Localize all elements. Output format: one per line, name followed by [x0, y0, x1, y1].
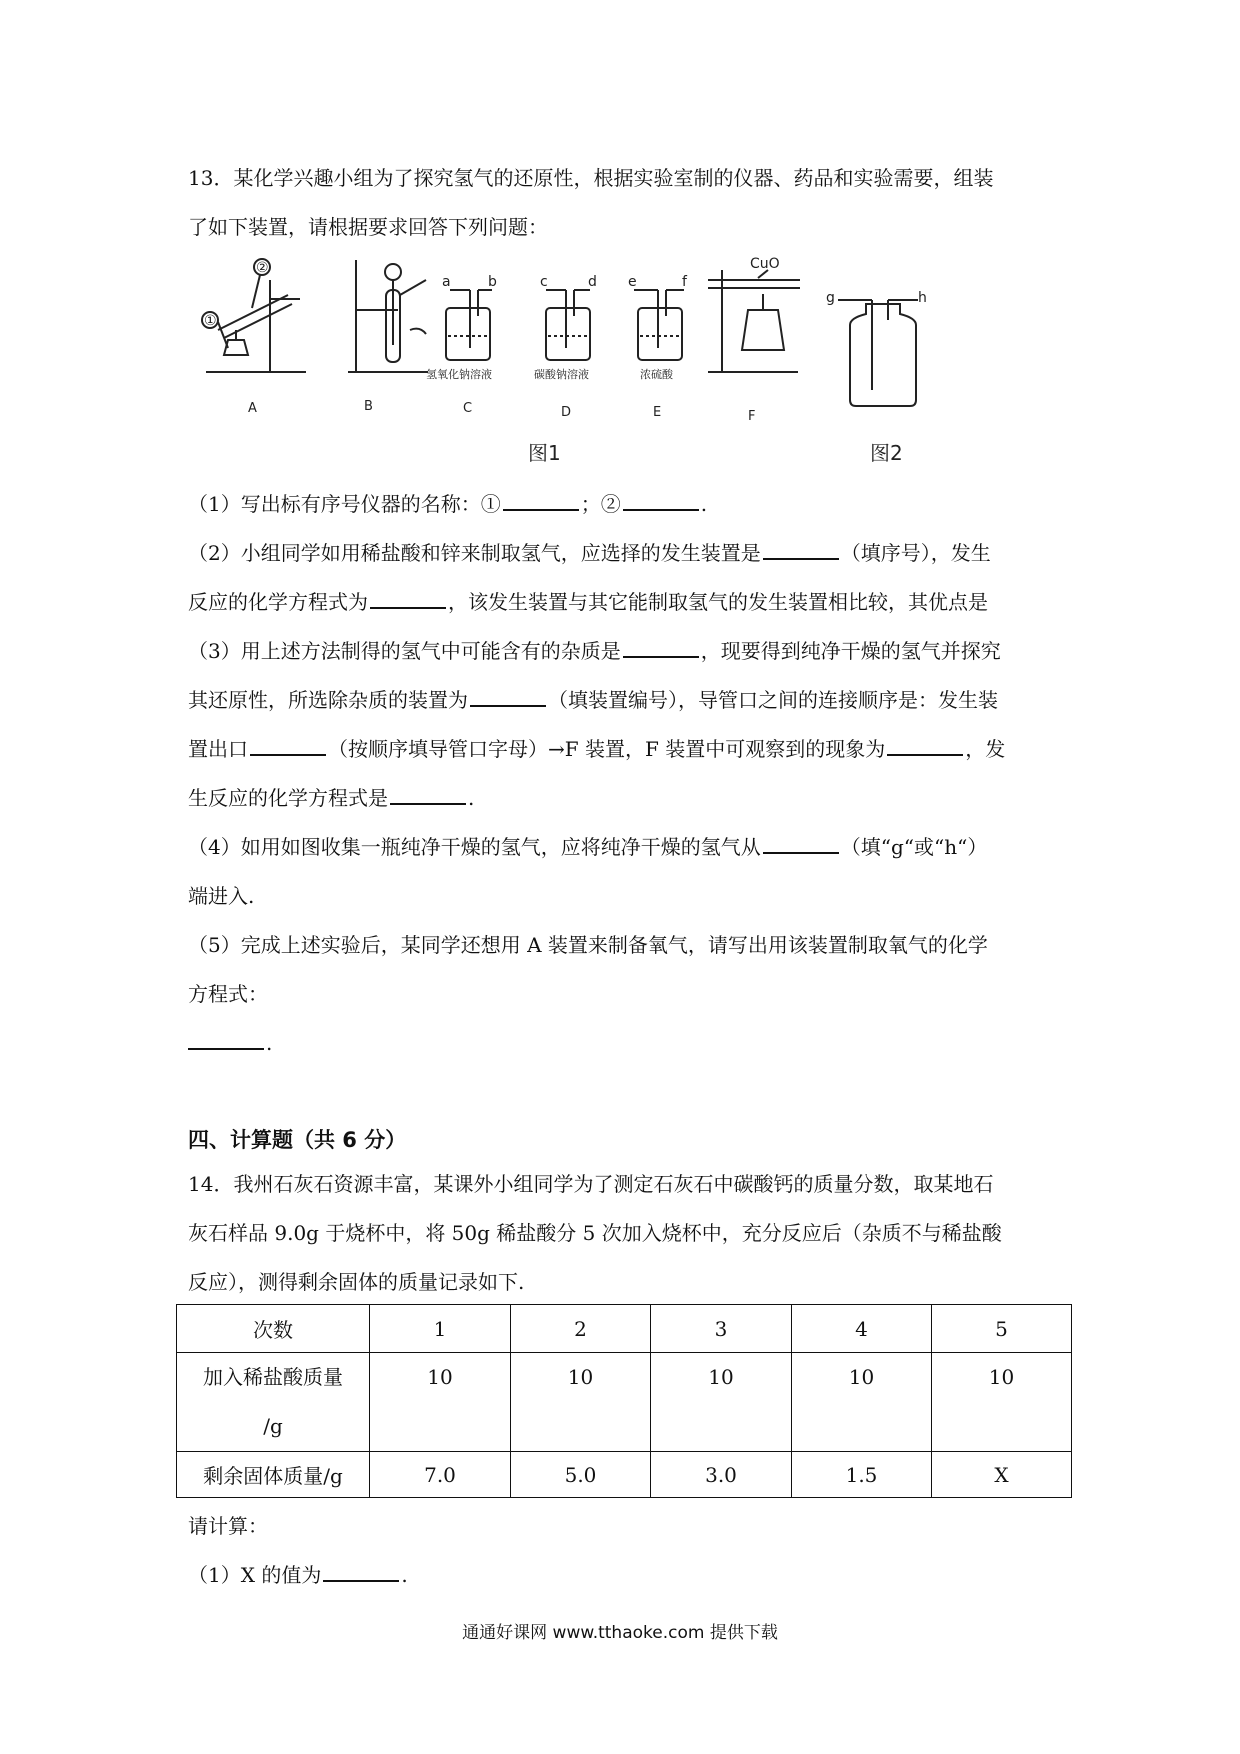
port-d: d	[588, 274, 597, 290]
q13-part5-line3: .	[188, 1019, 1058, 1068]
q14-line2: 灰石样品 9.0g 于烧杯中，将 50g 稀盐酸分 5 次加入烧杯中，充分反应后（杂质不与稀盐酸	[188, 1221, 1002, 1245]
q14-part1: （1）X 的值为 .	[188, 1551, 1058, 1600]
results-table	[176, 1304, 1072, 1498]
q14-ask	[188, 1502, 1058, 1600]
q13-part5-line1: （5）完成上述实验后，某同学还想用 A 装置来制备氧气，请写出用该装置制取氧气的化学	[188, 933, 988, 957]
q14-line1: 14．我州石灰石资源丰富，某课外小组同学为了测定石灰石中碳酸钙的质量分数，取某地石	[188, 1172, 994, 1196]
q13-part3-line4: 生反应的化学方程式是 .	[188, 774, 1058, 823]
q13-intro	[188, 154, 1058, 252]
answer-blank[interactable]	[390, 783, 466, 805]
fig1-caption: 图1	[528, 441, 561, 465]
label-a: A	[248, 401, 257, 416]
apparatus-b	[348, 260, 428, 372]
apparatus-figure	[188, 250, 1018, 470]
table-row: 次数 1 2 3 4 5	[177, 1305, 1072, 1353]
answer-blank[interactable]	[763, 538, 839, 560]
label-f: F	[748, 409, 756, 424]
q13-part3-line1: （3）用上述方法制得的氢气中可能含有的杂质是 ，现要得到纯净干燥的氢气并探究	[188, 627, 1058, 676]
answer-blank[interactable]	[370, 587, 446, 609]
port-h: h	[918, 290, 927, 306]
port-f: f	[682, 274, 687, 290]
q13-part4-line2: 端进入.	[188, 884, 255, 908]
page-footer: 通通好课网 www.tthaoke.com 提供下载	[462, 1623, 778, 1643]
port-b: b	[488, 274, 497, 290]
q14-line3: 反应），测得剩余固体的质量记录如下.	[188, 1270, 525, 1294]
reagent-c: 氢氧化钠溶液	[426, 368, 492, 381]
answer-blank[interactable]	[503, 489, 579, 511]
apparatus-d	[546, 290, 590, 360]
answer-blank[interactable]	[623, 489, 699, 511]
label-c: C	[463, 401, 473, 416]
q13-part2-line1: （2）小组同学如用稀盐酸和锌来制取氢气，应选择的发生装置是 （填序号），发生	[188, 529, 1058, 578]
q14-text	[188, 1160, 1058, 1307]
answer-blank[interactable]	[887, 734, 963, 756]
q13-part3-line3: 置出口 （按顺序填导管口字母）→F 装置，F 装置中可观察到的现象为 ，发	[188, 725, 1058, 774]
q13-part5-line2: 方程式：	[188, 982, 268, 1006]
answer-blank[interactable]	[250, 734, 326, 756]
label-b: B	[364, 399, 373, 414]
marker-2: ②	[256, 260, 269, 276]
table-row: 加入稀盐酸质量 /g 10 10 10 10 10	[177, 1353, 1072, 1452]
q13-intro-line1: 13．某化学兴趣小组为了探究氢气的还原性，根据实验室制的仪器、药品和实验需要，组装	[188, 166, 994, 190]
reagent-e: 浓硫酸	[640, 368, 673, 381]
answer-blank[interactable]	[470, 685, 546, 707]
answer-blank[interactable]	[188, 1028, 264, 1050]
apparatus-f	[708, 270, 800, 372]
table-row: 剩余固体质量/g 7.0 5.0 3.0 1.5 X	[177, 1452, 1072, 1498]
answer-blank[interactable]	[763, 832, 839, 854]
q13-part4-line1: （4）如用如图收集一瓶纯净干燥的氢气，应将纯净干燥的氢气从 （填“g“或“h“）	[188, 823, 1058, 872]
port-a: a	[442, 274, 451, 290]
label-d: D	[561, 405, 572, 420]
answer-blank[interactable]	[623, 636, 699, 658]
q13-part3-line2: 其还原性，所选除杂质的装置为 （填装置编号），导管口之间的连接顺序是：发生装	[188, 676, 1058, 725]
reagent-f-cuo: CuO	[750, 256, 780, 272]
fig2-caption: 图2	[870, 441, 903, 465]
answer-blank[interactable]	[323, 1560, 399, 1582]
q13-intro-line2: 了如下装置，请根据要求回答下列问题：	[188, 215, 548, 239]
apparatus-e	[634, 290, 684, 360]
label-e: E	[653, 405, 662, 420]
q14-ask-line: 请计算：	[188, 1514, 268, 1538]
port-e: e	[628, 274, 637, 290]
q13-part1: （1）写出标有序号仪器的名称：① ；② .	[188, 480, 1058, 529]
reagent-d: 碳酸钠溶液	[534, 368, 589, 381]
marker-1: ①	[204, 313, 217, 329]
section-heading: 四、计算题（共 6 分）	[188, 1128, 407, 1152]
apparatus-a	[202, 259, 306, 372]
q13-subquestions	[188, 480, 1058, 1068]
port-c: c	[540, 274, 548, 290]
port-g: g	[826, 290, 835, 306]
q13-part2-line2: 反应的化学方程式为 ，该发生装置与其它能制取氢气的发生装置相比较，其优点是	[188, 578, 1058, 627]
apparatus-c	[446, 290, 492, 360]
collection-bottle	[838, 300, 918, 406]
